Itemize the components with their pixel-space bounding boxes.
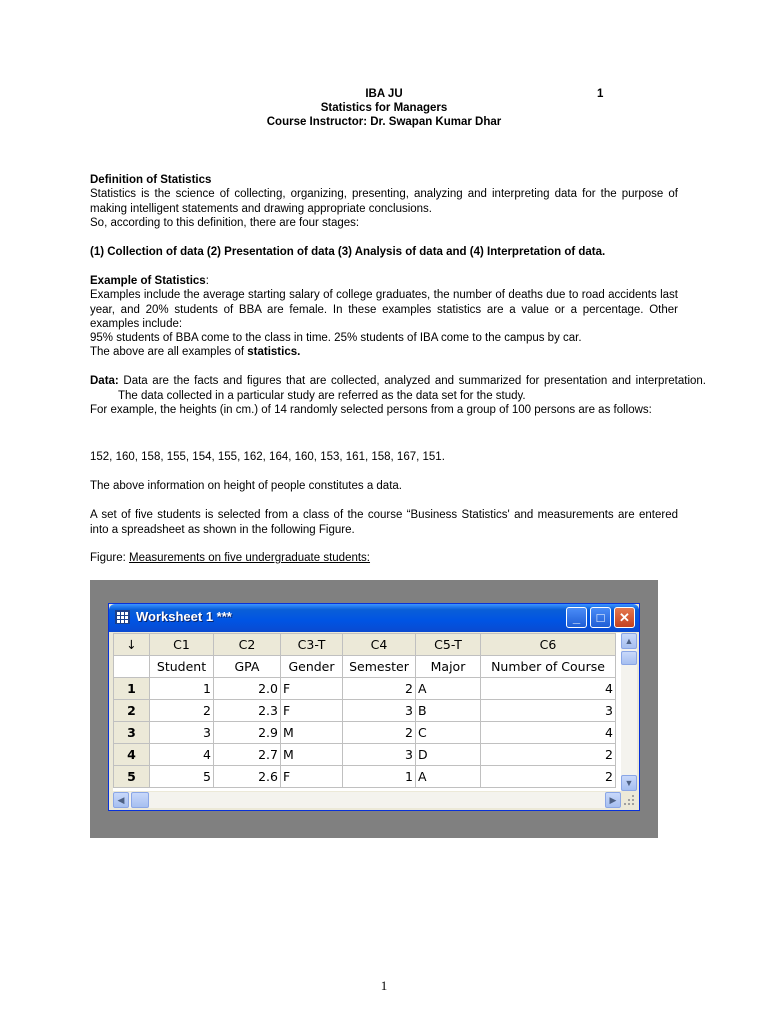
table-row [114,722,616,744]
data-definition [90,374,706,403]
table-row [114,744,616,766]
column-name-cell[interactable]: Gender [281,656,343,678]
table-cell[interactable]: 5 [150,766,214,788]
maximize-button[interactable] [590,607,611,628]
table-cell[interactable]: 2 [343,722,416,744]
table-cell[interactable]: 3 [150,722,214,744]
table-cell[interactable]: 4 [481,722,616,744]
horizontal-scrollbar[interactable] [113,792,621,808]
table-cell[interactable]: 3 [343,700,416,722]
data-label: Data: [90,375,119,387]
row-header[interactable]: 5 [114,766,150,788]
column-header-c1[interactable]: C1 [150,634,214,656]
worksheet-grid[interactable] [113,633,621,791]
chevron-left-icon: ◀ [117,795,125,805]
table-cell[interactable]: M [281,722,343,744]
table-row [114,766,616,788]
table-cell[interactable]: 2.9 [214,722,281,744]
row-header[interactable]: 2 [114,700,150,722]
table-cell[interactable]: 2 [481,744,616,766]
column-header-c4[interactable]: C4 [343,634,416,656]
window-titlebar[interactable] [109,604,639,632]
example-heading: Example of Statistics [90,275,206,287]
example-line3-bold: statistics. [247,346,301,358]
table-cell[interactable]: 2.3 [214,700,281,722]
figure-caption-line [90,551,678,566]
figure-caption: Measurements on five undergraduate students: [129,552,371,564]
table-row [114,700,616,722]
table-cell[interactable]: 2.0 [214,678,281,700]
table-cell[interactable]: M [281,744,343,766]
table-cell[interactable]: F [281,678,343,700]
column-header-c6[interactable]: C6 [481,634,616,656]
doc-header-line1: IBA JU [365,88,403,100]
table-cell[interactable]: A [416,678,481,700]
worksheet-window [108,603,640,811]
column-name-cell[interactable]: Student [150,656,214,678]
column-name-cell[interactable]: Semester [343,656,416,678]
table-cell[interactable]: F [281,766,343,788]
column-header-c2[interactable]: C2 [214,634,281,656]
table-cell[interactable]: 1 [343,766,416,788]
close-button[interactable] [614,607,635,628]
chevron-down-icon: ▼ [624,778,634,788]
example-text: Examples include the average starting salary of college graduates, the number of deaths due to road accidents last year, and 20% students of BBA are female. In these examples statistics are a value or a percentage. Other examples include: [90,289,678,330]
table-cell[interactable]: 2.7 [214,744,281,766]
column-header-c5[interactable]: C5-T [416,634,481,656]
example-line3-prefix: The above are all examples of [90,346,248,358]
table-cell[interactable]: F [281,700,343,722]
table-cell[interactable]: 4 [150,744,214,766]
table-cell[interactable]: 2 [343,678,416,700]
table-cell[interactable]: 2.6 [214,766,281,788]
scroll-left-button[interactable] [113,792,129,808]
doc-header-line3: Course Instructor: Dr. Swapan Kumar Dhar [266,116,502,128]
data-example: For example, the heights (in cm.) of 14 randomly selected persons from a group of 100 persons are as follows: [90,404,652,416]
window-title: Worksheet 1 *** [136,609,232,624]
column-name-cell[interactable]: GPA [214,656,281,678]
table-cell[interactable]: 3 [481,700,616,722]
example-heading-colon: : [205,275,209,287]
worksheet-icon [115,610,130,624]
column-name-cell[interactable]: Number of Course [481,656,616,678]
example-heading-line [90,274,678,289]
maximize-icon: □ [596,610,605,625]
figure-prefix: Figure: [90,552,129,564]
example-line2: 95% students of BBA come to the class in time. 25% students of IBA come to the campus by car. [90,332,582,344]
column-name-row [114,656,616,678]
chevron-up-icon: ▲ [624,636,634,646]
table-cell[interactable]: A [416,766,481,788]
definition-heading: Definition of Statistics [90,174,212,186]
table-cell[interactable]: B [416,700,481,722]
minimize-button[interactable] [566,607,587,628]
set-text: A set of five students is selected from a class of the course “Business Statistics' and measurements are entered into a spreadsheet as shown in the following Figure. [90,509,678,536]
column-id-row [114,634,616,656]
chevron-right-icon: ▶ [609,795,617,805]
table-cell[interactable]: 2 [481,766,616,788]
table-cell[interactable]: C [416,722,481,744]
table-cell[interactable]: 2 [150,700,214,722]
example-line3 [90,345,678,360]
vertical-scroll-thumb[interactable] [621,651,637,665]
scroll-up-button[interactable] [621,633,637,649]
definition-text: Statistics is the science of collecting, organizing, presenting, analyzing and interpreting data for the purpose of making intelligent statements and drawing appropriate conclusions. [90,188,678,215]
header-page-number: 1 [597,88,604,100]
table-cell[interactable]: 4 [481,678,616,700]
column-header-c3[interactable]: C3-T [281,634,343,656]
column-name-cell[interactable]: Major [416,656,481,678]
row-header[interactable]: 4 [114,744,150,766]
name-row-header [114,656,150,678]
table-row [114,678,616,700]
table-cell[interactable]: 3 [343,744,416,766]
row-header[interactable]: 1 [114,678,150,700]
row-header[interactable]: 3 [114,722,150,744]
heights-list: 152, 160, 158, 155, 154, 155, 162, 164, 160, 153, 161, 158, 167, 151. [90,451,445,463]
worksheet-table [113,633,616,788]
footer-page-number: 1 [380,978,388,993]
doc-header-line2: Statistics for Managers [320,102,448,114]
horizontal-scroll-thumb[interactable] [131,792,149,808]
corner-cell[interactable]: ↓ [114,634,150,656]
definition-stages-intro: So, according to this definition, there are four stages: [90,217,360,229]
close-icon: ✕ [619,610,630,625]
table-cell[interactable]: D [416,744,481,766]
vertical-scrollbar[interactable] [621,633,637,791]
data-text: Data are the facts and figures that are collected, analyzed and summarized for presentation and interpretation. The data collected in a particular study are referred as the data set for the study. [118,375,706,402]
resize-grip-icon[interactable] [621,792,637,808]
definition-stages: (1) Collection of data (2) Presentation of data (3) Analysis of data and (4) Interpretation of data. [90,246,606,258]
table-cell[interactable]: 1 [150,678,214,700]
scroll-down-button[interactable] [621,775,637,791]
minimize-icon: _ [572,610,581,625]
data-conclusion: The above information on height of people constitutes a data. [90,480,402,492]
scroll-right-button[interactable] [605,792,621,808]
